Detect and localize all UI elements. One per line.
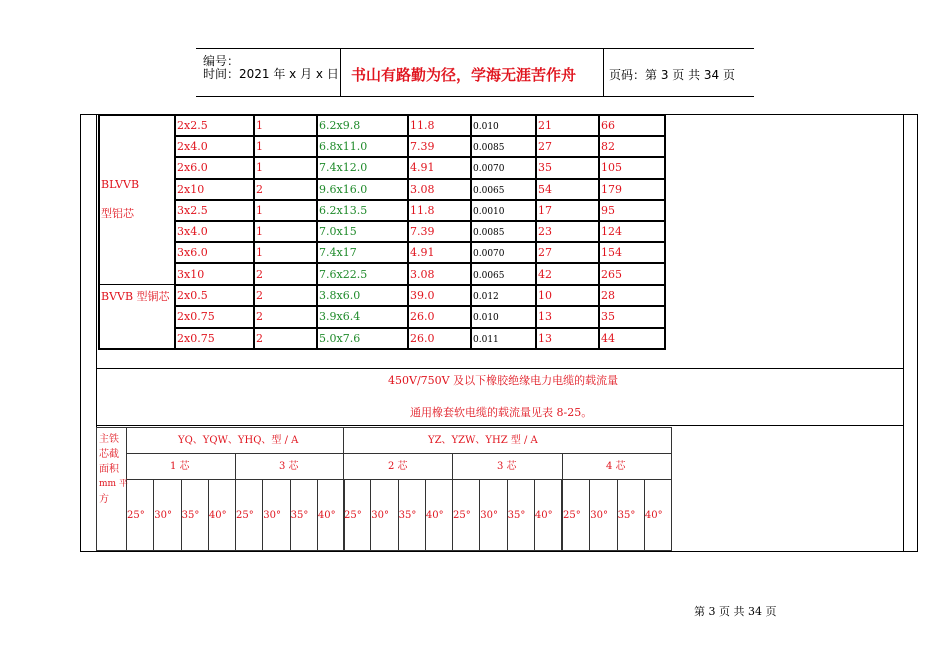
table-cell: 11.8	[410, 119, 435, 132]
grid-line	[174, 220, 665, 222]
page-label: 页码：第 3 页 共 34 页	[609, 68, 735, 82]
table-cell: 13	[538, 310, 552, 323]
table-cell: 1	[256, 246, 263, 259]
temp-label: 30°	[371, 510, 390, 521]
group-label-blvvb-type: 型铝芯	[101, 207, 134, 220]
table-cell: 6.8x11.0	[319, 140, 368, 153]
core-label: 4 芯	[606, 461, 626, 472]
table-cell: 42	[538, 268, 552, 281]
temp-label: 40°	[208, 510, 227, 521]
header-divider	[340, 48, 341, 96]
frame-bottom	[80, 551, 918, 552]
section-divider	[96, 368, 904, 369]
grid-line	[535, 114, 537, 349]
temp-label: 25°	[563, 510, 581, 521]
table-cell: 6.2x9.8	[319, 119, 361, 132]
core-label: 1 芯	[170, 461, 190, 472]
grid-line	[174, 114, 176, 349]
table-cell: 0.0070	[473, 249, 505, 259]
temp-label: 40°	[317, 510, 336, 521]
temp-label: 25°	[236, 510, 254, 521]
table-cell: 27	[538, 140, 552, 153]
grid-line	[174, 284, 665, 286]
table-cell: 39.0	[410, 289, 435, 302]
table-cell: 3x4.0	[177, 225, 208, 238]
temp-label: 25°	[344, 510, 362, 521]
table-cell: 3.08	[410, 268, 435, 281]
core-label: 3 芯	[497, 461, 517, 472]
table-cell: 82	[601, 140, 615, 153]
table-cell: 26.0	[410, 332, 435, 345]
grid-line	[174, 241, 665, 243]
serial-label: 编号：	[203, 54, 240, 68]
table-cell: 2	[256, 268, 263, 281]
table-cell: 0.010	[473, 122, 499, 132]
motto-text: 书山有路勤为径，学海无涯苦作舟	[351, 66, 577, 84]
section-divider	[96, 425, 904, 426]
temp-label: 35°	[617, 510, 636, 521]
table-cell: 1	[256, 161, 263, 174]
grid-line	[174, 156, 665, 158]
table-cell: 0.0065	[473, 271, 505, 281]
grid-line	[174, 327, 665, 329]
table-cell: 4.91	[410, 246, 435, 259]
group-left-label: YQ、YQW、YHQ、型 / A	[178, 435, 299, 446]
temp-label: 35°	[398, 510, 417, 521]
temp-label: 40°	[644, 510, 663, 521]
table-cell: 1	[256, 204, 263, 217]
table-cell: 154	[601, 246, 622, 259]
frame-left	[80, 114, 81, 552]
table-cell: 66	[601, 119, 615, 132]
header-divider	[603, 48, 604, 96]
table-cell: 2	[256, 310, 263, 323]
table-cell: 7.6x22.5	[319, 268, 368, 281]
frame-right	[917, 114, 918, 552]
core-label: 3 芯	[279, 461, 299, 472]
temp-label: 25°	[453, 510, 471, 521]
time-label: 时间：2021 年 x 月 x 日	[203, 67, 339, 81]
header-bottom-rule	[196, 96, 754, 97]
table-cell: 6.2x13.5	[319, 204, 368, 217]
table-cell: 54	[538, 183, 552, 196]
table-cell: 7.0x15	[319, 225, 357, 238]
table-cell: 2	[256, 332, 263, 345]
table-cell: 44	[601, 332, 615, 345]
table-cell: 35	[538, 161, 552, 174]
grid-line	[174, 135, 665, 137]
table-cell: 5.0x7.6	[319, 332, 361, 345]
table-cell: 3x10	[177, 268, 205, 281]
table-cell: 1	[256, 140, 263, 153]
table-cell: 0.0070	[473, 164, 505, 174]
row-head-line: 方	[99, 494, 109, 505]
row-head-label	[99, 432, 128, 507]
grid-line	[98, 114, 666, 116]
table-cell: 26.0	[410, 310, 435, 323]
row-head-line: 面积	[99, 464, 119, 475]
table-cell: 2	[256, 183, 263, 196]
table-cell: 7.4x12.0	[319, 161, 368, 174]
table-cell: 0.0065	[473, 186, 505, 196]
table-cell: 2x2.5	[177, 119, 208, 132]
table-cell: 2x4.0	[177, 140, 208, 153]
table-cell: 3x2.5	[177, 204, 208, 217]
table-cell: 27	[538, 246, 552, 259]
temp-label: 40°	[534, 510, 553, 521]
temp-label: 35°	[290, 510, 309, 521]
row-head-line: mm 平	[99, 479, 128, 489]
table-cell: 17	[538, 204, 552, 217]
table-cell: 28	[601, 289, 615, 302]
row-head-line: 芯截	[99, 449, 119, 460]
table-cell: 3x6.0	[177, 246, 208, 259]
table-cell: 21	[538, 119, 552, 132]
temp-label: 30°	[480, 510, 499, 521]
table-cell: 0.0085	[473, 228, 505, 238]
grid-line	[174, 178, 665, 180]
table-cell: 1	[256, 119, 263, 132]
table-cell: 9.6x16.0	[319, 183, 368, 196]
grid-line	[407, 114, 409, 349]
table-cell: 2x6.0	[177, 161, 208, 174]
grid-line	[470, 114, 472, 349]
table-cell: 95	[601, 204, 615, 217]
table-cell: 13	[538, 332, 552, 345]
header-top-rule	[196, 48, 754, 49]
frame-inner-right	[903, 114, 904, 552]
table-cell: 35	[601, 310, 615, 323]
grid-line	[174, 262, 665, 264]
table-cell: 3.08	[410, 183, 435, 196]
temp-label: 30°	[590, 510, 609, 521]
grid-line	[98, 114, 100, 349]
temp-label: 30°	[263, 510, 282, 521]
table-cell: 11.8	[410, 204, 435, 217]
group-label-bvvb: BVVB 型铜芯	[101, 290, 170, 303]
table-cell: 4.91	[410, 161, 435, 174]
table-cell: 23	[538, 225, 552, 238]
grid-line	[253, 114, 255, 349]
core-label: 2 芯	[388, 461, 408, 472]
section-note: 通用橡套软电缆的载流量见表 8-25。	[410, 406, 593, 419]
temp-label: 25°	[127, 510, 145, 521]
table-cell: 7.39	[410, 225, 435, 238]
grid-line	[98, 284, 174, 285]
table-cell: 105	[601, 161, 622, 174]
temp-label: 30°	[154, 510, 173, 521]
table-cell: 2x0.5	[177, 289, 208, 302]
table-cell: 2x0.75	[177, 310, 215, 323]
table-cell: 0.0010	[473, 207, 505, 217]
table-cell: 7.39	[410, 140, 435, 153]
grid-line	[174, 199, 665, 201]
footer-page-number: 第 3 页 共 34 页	[694, 605, 777, 618]
table-cell: 0.010	[473, 313, 499, 323]
grid-line	[98, 348, 666, 350]
temp-label: 35°	[507, 510, 526, 521]
row-head-line: 主铁	[99, 434, 119, 445]
grid-line	[664, 114, 666, 349]
table-cell: 7.4x17	[319, 246, 357, 259]
table-cell: 265	[601, 268, 622, 281]
table-cell: 2x0.75	[177, 332, 215, 345]
table-cell: 0.0085	[473, 143, 505, 153]
group-label-blvvb: BLVVB	[101, 178, 140, 191]
table-cell: 10	[538, 289, 552, 302]
table-cell: 2x10	[177, 183, 205, 196]
table-cell: 3.8x6.0	[319, 289, 361, 302]
table-cell: 0.012	[473, 292, 499, 302]
group-right-label: YZ、YZW、YHZ 型 / A	[428, 435, 538, 446]
grid-line	[316, 114, 318, 349]
grid-line	[598, 114, 600, 349]
table-cell: 1	[256, 225, 263, 238]
grid-line	[174, 305, 665, 307]
temp-label: 40°	[425, 510, 444, 521]
temp-label: 35°	[181, 510, 200, 521]
table-cell: 0.011	[473, 335, 499, 345]
table-cell: 124	[601, 225, 622, 238]
table-cell: 179	[601, 183, 622, 196]
section-title: 450V/750V 及以下橡胶绝缘电力电缆的载流量	[388, 374, 619, 387]
table-cell: 3.9x6.4	[319, 310, 361, 323]
table-cell: 2	[256, 289, 263, 302]
